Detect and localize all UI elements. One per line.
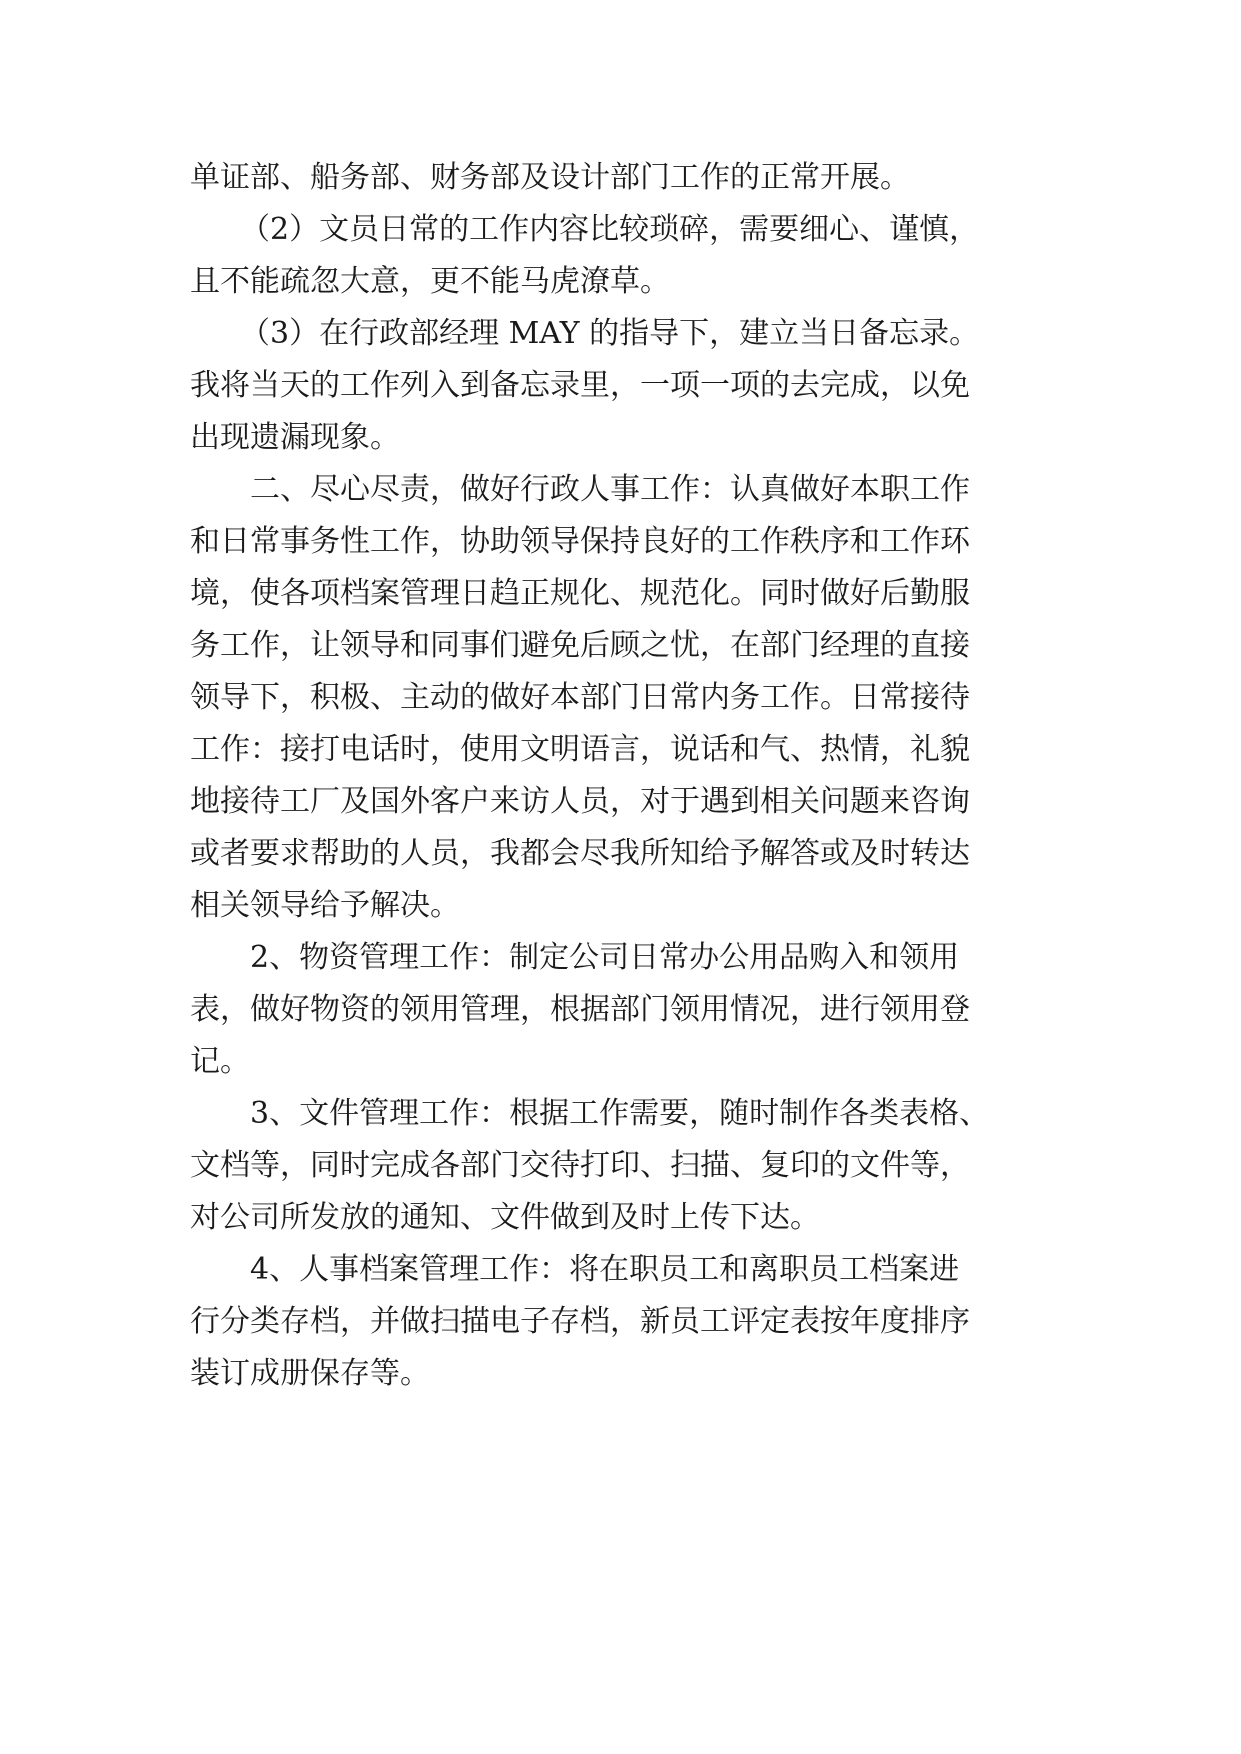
text-line: 记。 — [190, 1044, 250, 1079]
text-line: 领导下，积极、主动的做好本部门日常内务工作。日常接待 — [190, 680, 970, 715]
text-line: 装订成册保存等。 — [190, 1356, 430, 1391]
text-line: （2）文员日常的工作内容比较琐碎，需要细心、谨慎， — [240, 212, 980, 247]
text-line: 相关领导给予解决。 — [190, 888, 460, 923]
text-line: 3、文件管理工作：根据工作需要，随时制作各类表格、 — [250, 1096, 990, 1131]
text-line: 或者要求帮助的人员，我都会尽我所知给予解答或及时转达 — [190, 836, 970, 871]
text-line: 我将当天的工作列入到备忘录里，一项一项的去完成，以免 — [190, 368, 970, 403]
text-line: 且不能疏忽大意，更不能马虎潦草。 — [190, 264, 670, 299]
text-line: 对公司所发放的通知、文件做到及时上传下达。 — [190, 1200, 820, 1235]
text-line: 地接待工厂及国外客户来访人员，对于遇到相关问题来咨询 — [190, 784, 970, 819]
text-line: 单证部、船务部、财务部及设计部门工作的正常开展。 — [190, 160, 910, 195]
text-line: 和日常事务性工作，协助领导保持良好的工作秩序和工作环 — [190, 524, 970, 559]
text-line: 务工作，让领导和同事们避免后顾之忧，在部门经理的直接 — [190, 628, 970, 663]
text-line: 工作：接打电话时，使用文明语言，说话和气、热情，礼貌 — [190, 732, 970, 767]
text-line: 境，使各项档案管理日趋正规化、规范化。同时做好后勤服 — [190, 576, 970, 611]
text-line: 文档等，同时完成各部门交待打印、扫描、复印的文件等， — [190, 1148, 970, 1183]
text-line: 表，做好物资的领用管理，根据部门领用情况，进行领用登 — [190, 992, 970, 1027]
text-line: 2、物资管理工作：制定公司日常办公用品购入和领用 — [250, 940, 960, 975]
text-line: 行分类存档，并做扫描电子存档，新员工评定表按年度排序 — [190, 1304, 970, 1339]
text-line: 4、人事档案管理工作：将在职员工和离职员工档案进 — [250, 1252, 960, 1287]
text-line: 二、尽心尽责，做好行政人事工作：认真做好本职工作 — [250, 472, 970, 507]
text-line: （3）在行政部经理 MAY 的指导下，建立当日备忘录。 — [240, 316, 980, 351]
text-line: 出现遗漏现象。 — [190, 420, 400, 455]
